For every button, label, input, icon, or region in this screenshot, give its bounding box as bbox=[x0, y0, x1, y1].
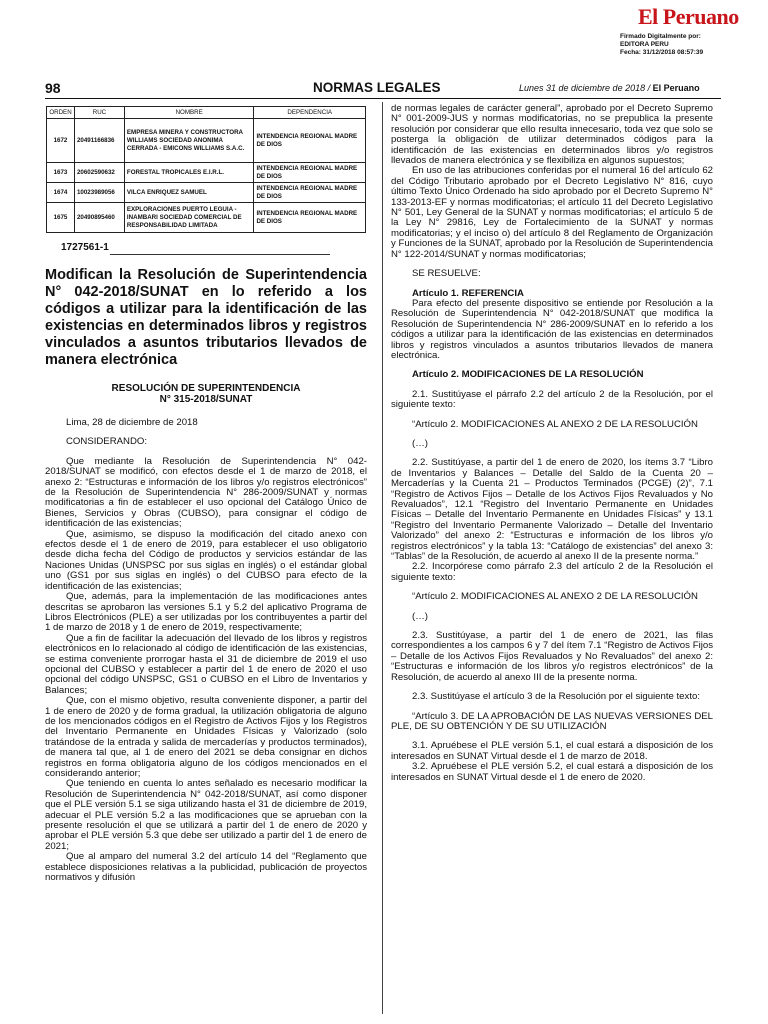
table-row bbox=[47, 183, 366, 203]
newspaper-logo: El Peruano bbox=[638, 4, 739, 29]
article-heading: Artículo 2. MODIFICACIONES DE LA RESOLUCIÓN bbox=[412, 369, 644, 381]
paragraph: Que teniendo en cuenta lo antes señalado es necesario modificar la Resolución de Superintendencia N° 042-2018/SUNAT, así como disponer que el PLE versión 5.1 se siga utilizando hasta el 31 de diciembre de 2019, adecuar el PLE versión 5.2 a las modificaciones que se aprueban con la presente resolución el que se utilizará a partir del 1 de enero de 2020 y aprobar el PLE versión 5.3 que debe ser utilizado a partir del 1 de enero de 2021; bbox=[45, 778, 367, 852]
paragraph: Que, además, para la implementación de las modificaciones antes descritas se aprobaron las versiones 5.1 y 5.2 del aplicativo Programa de Libros Electrónicos (PLE) a ser utilizadas por los contribuyentes a partir del 1 de marzo de 2018 y 1 de enero de 2019, respectivamente; bbox=[45, 591, 367, 634]
table-cell: 1675 bbox=[47, 203, 75, 233]
table-header-cell: ORDEN bbox=[47, 107, 75, 119]
resolution-heading-line: RESOLUCIÓN DE SUPERINTENDENCIA bbox=[111, 383, 301, 394]
section-title: NORMAS LEGALES bbox=[313, 80, 441, 95]
publication-code: 1727561-1 bbox=[61, 242, 109, 253]
paragraph: (…) bbox=[412, 437, 428, 449]
paragraph: de normas legales de carácter general”, aprobado por el Decreto Supremo N° 001-2009-JUS y normas modificatorias, no se prepublica la presente resolución por considerar que ello resulta innecesario, toda vez que solo se posterga la obligación de utilizar determinados códigos para la identificación de las existencias en determinados libros y/o registros llevados de manera electrónica y se flexibiliza en algunos supuestos; bbox=[391, 103, 713, 167]
separator-line bbox=[110, 254, 330, 255]
table-cell: 1672 bbox=[47, 119, 75, 163]
article-heading: Artículo 1. REFERENCIA bbox=[412, 287, 524, 299]
table-cell: 10023989056 bbox=[74, 183, 124, 203]
column-divider bbox=[382, 102, 383, 1014]
date-brand: El Peruano bbox=[652, 83, 700, 93]
paragraph: Para efecto del presente dispositivo se entiende por Resolución a la Resolución de Superintendencia N° 042-2018/SUNAT que modifica la Resolución de Superintendencia N° 286-2009/SUNAT en lo referido a los códigos a utilizar para la identificación de las existencias en determinados libros y registros vinculados a asuntos tributarios llevados de manera electrónica. bbox=[391, 297, 713, 361]
signature-line: EDITORA PERU bbox=[620, 41, 669, 48]
paragraph: CONSIDERANDO: bbox=[66, 436, 148, 448]
table-header-cell: DEPENDENCIA bbox=[254, 107, 366, 119]
registry-table bbox=[46, 106, 366, 233]
table-row bbox=[47, 203, 366, 233]
norm-title: Modifican la Resolución de Superintendencia N° 042-2018/SUNAT en lo referido a los códigos a utilizar para la identificación de las existencias en determinados libros y registros vinculados a asuntos tributarios llevados de manera electrónica bbox=[45, 267, 367, 368]
paragraph: 2.2. Incorpórese como párrafo 2.3 del artículo 2 de la Resolución el siguiente texto: bbox=[391, 561, 713, 583]
issue-date bbox=[519, 83, 700, 93]
table-header-cell: NOMBRE bbox=[124, 107, 254, 119]
right-column-text bbox=[391, 104, 713, 783]
paragraph: 3.1. Apruébese el PLE versión 5.1, el cual estará a disposición de los interesados en SUNAT Virtual desde el 1 de marzo de 2018. bbox=[391, 740, 713, 762]
digital-signature bbox=[620, 33, 768, 57]
resolution-heading bbox=[45, 383, 367, 405]
paragraph: “Artículo 3. DE LA APROBACIÓN DE LAS NUEVAS VERSIONES DEL PLE, DE SU OBTENCIÓN Y DE SU UTILIZACIÓN bbox=[391, 710, 713, 732]
table-row bbox=[47, 119, 366, 163]
date-text: Lunes 31 de diciembre de 2018 / bbox=[519, 83, 651, 93]
table-cell: 1674 bbox=[47, 183, 75, 203]
table-cell: 20602590632 bbox=[74, 163, 124, 183]
paragraph: SE RESUELVE: bbox=[412, 268, 481, 280]
paragraph: “Artículo 2. MODIFICACIONES AL ANEXO 2 DE LA RESOLUCIÓN bbox=[412, 418, 698, 430]
table-cell: EMPRESA MINERA Y CONSTRUCTORA WILLIAMS SOCIEDAD ANONIMA CERRADA - EMICONS WILLIAMS S.A.C. bbox=[124, 119, 254, 163]
table-cell: INTENDENCIA REGIONAL MADRE DE DIOS bbox=[254, 163, 366, 183]
paragraph: 2.3. Sustitúyase, a partir del 1 de enero de 2021, las filas correspondientes a los campos 6 y 7 del ítem 7.1 “Registro de Activos Fijos – Detalle de los Activos Fijos Revaluados y No Revaluados” del anexo 2: “Estructuras e información de los libros y/o registros electrónicos” de la Resolución, de acuerdo al anexo III de la presente norma. bbox=[391, 630, 713, 683]
table-cell: INTENDENCIA REGIONAL MADRE DE DIOS bbox=[254, 203, 366, 233]
table-cell: EXPLORACIONES PUERTO LEGUIA - INAMBARI SOCIEDAD COMERCIAL DE RESPONSABILIDAD LIMITADA bbox=[124, 203, 254, 233]
paragraph: 2.1. Sustitúyase el párrafo 2.2 del artículo 2 de la Resolución, por el siguiente texto: bbox=[391, 388, 713, 411]
signature-line: Firmado Digitalmente por: bbox=[620, 33, 701, 40]
table-cell: 20491166836 bbox=[74, 119, 124, 163]
page-number: 98 bbox=[45, 80, 61, 96]
table-cell: VILCA ENRIQUEZ SAMUEL bbox=[124, 183, 254, 203]
paragraph: Lima, 28 de diciembre de 2018 bbox=[66, 417, 198, 428]
paragraph: Que, con el mismo objetivo, resulta conveniente disponer, a partir del 1 de enero de 2020 y de forma gradual, la utilización obligatoria de alguno de los mencionados códigos en el Registro de Activos Fijos y los Registros del Inventario Permanente en Unidades Físicas y Valorizado (solo tratándose de la entrada y salida de mercaderías y productos terminados), de manera tal que, al 1 de enero del 2021 se deba consignar en dichos registros en forma obligatoria alguno de los códigos mencionados en el considerando anterior; bbox=[45, 695, 367, 779]
table-row bbox=[47, 163, 366, 183]
paragraph: Que a fin de facilitar la adecuación del llevado de los libros y registros electrónicos en lo relacionado al código de identificación de las existencias, se estima conveniente prorrogar hasta el 31 de diciembre de 2019 el uso opcional del CUBSO y establecer a partir del 1 de enero de 2020 el uso opcional del código UNSPSC, GS1 o CUBSO en el Libro de Inventarios y Balances; bbox=[45, 632, 367, 696]
paragraph: “Artículo 2. MODIFICACIONES AL ANEXO 2 DE LA RESOLUCIÓN bbox=[412, 591, 698, 603]
table-header-cell: RUC bbox=[74, 107, 124, 119]
resolution-number: N° 315-2018/SUNAT bbox=[159, 394, 253, 405]
paragraph: En uso de las atribuciones conferidas por el numeral 16 del artículo 62 del Código Tributario aprobado por el Decreto Legislativo N° 816, cuyo último Texto Único Ordenado ha sido aprobado por el Decreto Supremo N° 133-2013-EF y normas modificatorias; el artículo 11 del Decreto Legislativo N° 501, Ley General de la SUNAT y normas modificatorias; el artículo 5 de la Ley N° 29816, Ley de Fortalecimiento de la SUNAT y normas modificatorias; y el inciso o) del artículo 8 del Reglamento de Organización y Funciones de la SUNAT, aprobado por la Resolución de Superintendencia N° 122-2014/SUNAT y normas modificatorias; bbox=[391, 165, 713, 260]
paragraph: Que mediante la Resolución de Superintendencia N° 042-2018/SUNAT se modificó, con efectos desde el 1 de marzo de 2018, el anexo 2: “Estructuras e información de los libros y/o registros electrónicos” de la Resolución de Superintendencia N° 286-2009/SUNAT y normas modificatorias a fin de establecer el uso opcional del Catálogo Único de Bienes, Servicios y Obras (CUBSO), para consignar el código de identificación de las existencias; bbox=[45, 455, 367, 530]
paragraph: 2.3. Sustitúyase el artículo 3 de la Resolución por el siguiente texto: bbox=[412, 691, 700, 703]
paragraph: 3.2. Apruébese el PLE versión 5.2, el cual estará a disposición de los interesados en SUNAT Virtual desde el 1 de enero de 2020. bbox=[391, 761, 713, 783]
table-cell: FORESTAL TROPICALES E.I.R.L. bbox=[124, 163, 254, 183]
paragraph: Que, asimismo, se dispuso la modificación del citado anexo con efectos desde el 1 de enero de 2019, para establecer el uso obligatorio desde dicha fecha del Código de productos y servicios estándar de las Naciones Unidas (UNSPSC por sus siglas en inglés) o el estándar global uno (GS1 por sus siglas en inglés) o del CUBSO para efecto de la identificación de las existencias; bbox=[45, 528, 367, 592]
table-header-row bbox=[47, 107, 366, 119]
page-header bbox=[45, 80, 721, 99]
table-cell: INTENDENCIA REGIONAL MADRE DE DIOS bbox=[254, 183, 366, 203]
left-column-text bbox=[45, 418, 367, 883]
paragraph: (…) bbox=[412, 610, 428, 622]
paragraph: Que al amparo del numeral 3.2 del artículo 14 del “Reglamento que establece disposiciones relativas a la publicidad, publicación de proyectos normativos y difusión bbox=[45, 851, 367, 884]
table-cell: INTENDENCIA REGIONAL MADRE DE DIOS bbox=[254, 119, 366, 163]
paragraph: 2.2. Sustitúyase, a partir del 1 de enero de 2020, los ítems 3.7 “Libro de Inventarios y Balances – Detalle del Saldo de la Cuenta 20 – Mercaderías y la Cuenta 21 – Productos Terminados (PCGE) (2)”, 7.1 “Registro de Activos Fijos – Detalle de los Activos Fijos Revaluados y No Revaluados”, 12.1 “Registro del Inventario Permanente en Unidades Físicas – Detalle del Inventario Permanente en Unidades Físicas” y 13.1 “Registro del Inventario Permanente Valorizado – Detalle del Inventario Valorizado” del anexo 2: “Estructuras e información de los libros y/o registros electrónicos” y la tabla 13: “Catálogo de existencias” del anexo 3: “Tablas” de la Resolución, de acuerdo al anexo II de la presente norma.” bbox=[391, 457, 713, 563]
table-cell: 20490895460 bbox=[74, 203, 124, 233]
signature-line: Fecha: 31/12/2018 08:57:39 bbox=[620, 49, 704, 56]
table-cell: 1673 bbox=[47, 163, 75, 183]
